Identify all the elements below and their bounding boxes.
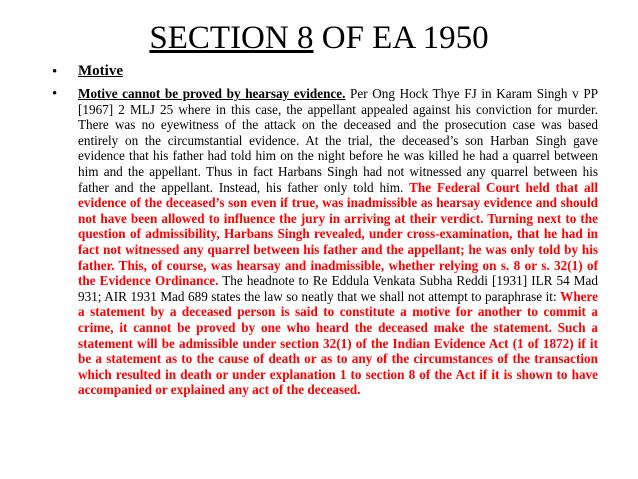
bullet-item-motive <box>78 63 598 80</box>
headnote-intro-text: The headnote to Re Eddula Venkata Subha Reddi [1931] ILR 54 Mad 931; AIR 1931 Mad 689 states the law so neatly that we shall not attempt to paraphrase it: <box>78 273 598 304</box>
case-facts-text: Per Ong Hock Thye FJ in Karam Singh v PP [1967] 2 MLJ 25 where in this case, the appellant appealed against his conviction for murder. There was no eyewitness of the attack on the deceased and the prosecution case was based entirely on the circumstantial evidence. At the trial, the deceased’s son Harban Singh gave evidence that his father had told him on the night before he was killed he had a quarrel between him and the appellant. Thus in fact Harbans Singh had not witnessed any quarrel between his father and the appellant. Instead, his father only told him. <box>78 86 598 195</box>
title-act: OF EA 1950 <box>313 20 489 56</box>
bullet-item-hearsay <box>78 86 598 398</box>
bullet-icon: • <box>52 86 58 102</box>
title-section-number: SECTION 8 <box>149 20 314 56</box>
headnote-quote-text: Where a statement by a deceased person is said to constitute a motive for another to commit a crime, it cannot be proved by one who heard the deceased make the statement. Such a statement will be admissible under section 32(1) of the Indian Evidence Act (1 of 1872) if it be a statement as to the cause of death or as to any of the circumstances of the transaction which resulted in death or under explanation 1 to section 8 of the Act if it is shown to have accompanied or explained any act of the deceased. <box>78 288 598 398</box>
bullet-icon: • <box>52 64 58 80</box>
motive-label: Motive <box>78 63 123 79</box>
slide-title <box>0 18 638 58</box>
court-holding-text: The Federal Court held that all evidence of the deceased’s son even if true, was inadmissible as hearsay evidence and should not have been allowed to influence the jury in arriving at their verdict. Turning next to the question of admissibility, Harbans Singh revealed, under cross-examination, that he had in fact not witnessed any quarrel between his father and the appellant; he was only told by his father. This, of course, was hearsay and inadmissible, whether relying on s. 8 or s. 32(1) of the Evidence Ordinance. <box>78 179 598 289</box>
hearsay-heading: Motive cannot be proved by hearsay evidence. <box>78 86 346 101</box>
